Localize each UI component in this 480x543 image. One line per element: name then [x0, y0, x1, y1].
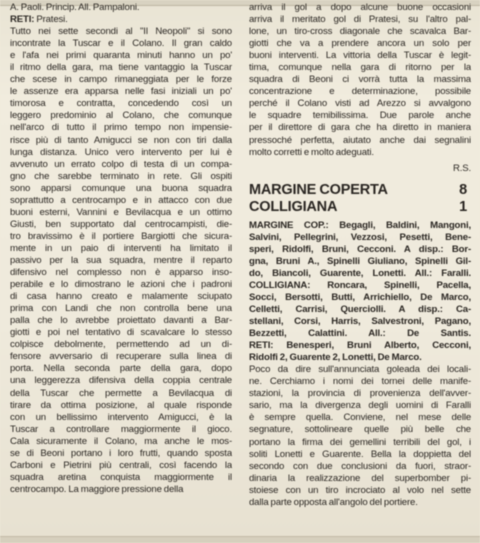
article-text-line: il ritmo della gara, ma tiene vantaggio la Tuscar: [10, 62, 232, 74]
article-text-line: perché il Colano visti ad Arezzo si avvalgono: [249, 98, 471, 110]
lineup-players: gna, Bruni A., Spinelli Giuliano, Spinelli Gil-: [249, 255, 471, 267]
article-text-line: passivo per la sua squadra, mentre il reparto: [10, 254, 232, 266]
article-text-line: segnature, sottolineare quelle più belle che: [249, 424, 471, 436]
article-text-line: stazioni, la provincia di provenienza dell'avver-: [249, 388, 471, 400]
lineup-line: [249, 340, 471, 352]
lineup-players: Celletti, Carrisi, Querciolli. A disp.: Ca-: [249, 303, 471, 315]
article-text-line: sono apparsi comunque una buona squadra: [10, 182, 232, 194]
lineup-players: stellani, Corsi, Harris, Salvestroni, Pagano,: [249, 316, 471, 328]
article-text-line: Cala sicuramente il Colano, ma anche le mos-: [10, 435, 232, 447]
article-text-line: timorosa e contratta, concedendo così un: [10, 98, 232, 110]
article-text-line: prima con Landi che non controlla bene una: [10, 303, 232, 315]
lineup-players: Benesperi, Bruni Alberto, Cecconi,: [273, 340, 471, 352]
article-text-line: difensivo nel complesso non è apparso inso-: [10, 267, 232, 279]
article-text-line: squadra di Beoni ci vorrà tutta la massima: [249, 74, 471, 86]
article-text-line: Poco da dire sull'annunciata goleada dei locali-: [249, 364, 471, 376]
lineup-players: do, Biancoli, Guarente, Lonetti. All.: Faralli.: [249, 267, 471, 279]
right-closing-body: [249, 364, 471, 509]
article-text-line: palla che lo avrebbe proiettato davanti a Bar-: [10, 315, 232, 327]
article-text-line: che scese in campo rimaneggiata per le forze: [10, 74, 232, 86]
article-text-line: gno che sarebbe terminato in rete. Gli ospiti: [10, 170, 232, 182]
article-text-line: nell'arco di tutto il primo tempo non impensie-: [10, 122, 232, 134]
article-text-line: della Tuscar che permette a Bevilacqua di: [10, 387, 232, 399]
article-text-line: Tutto nei sette secondi al "Il Neopoli" si sono: [10, 26, 232, 38]
right-intro-body: [249, 2, 471, 159]
article-text-line: lone, un tiro-cross diagonale che scavalca Bar-: [249, 26, 471, 38]
lineup-players: Roncara, Spinelli, Pacella,: [310, 279, 471, 291]
lineup-line: [249, 220, 471, 232]
article-text-line: squadra aretina conquista maggiormente il: [10, 471, 232, 483]
lineup-players: Begagli, Baldini, Mangoni,: [328, 219, 471, 231]
article-text-line: con un bellissimo intervento Amigucci, è la: [10, 411, 232, 423]
right-column-article: [249, 2, 471, 509]
article-text-line: centrocampo. La maggiore pressione della: [10, 483, 184, 495]
lineup-line: [249, 304, 471, 316]
lineup-players: speri, Ridolfi, Bruni, Cecconi. A disp.: Bor-: [249, 243, 471, 255]
lineup-players: Salvini, Pellegrini, Vezzosi, Pesetti, Bene-: [249, 231, 471, 243]
article-text-line: risce più di tanto Amigucci se non con tiri dalla: [10, 134, 232, 146]
article-text-line: colpisce debolmente, permettendo ad un di-: [10, 339, 232, 351]
article-text-line: soliti Lonetti e Guarente. Bella la doppietta del: [249, 448, 471, 460]
cropped-bottom-edge: [0, 536, 480, 543]
lineup-line: [249, 244, 471, 256]
lineup-players: Ridolfi 2, Guarente 2, Lonetti, De Marco.: [249, 352, 422, 364]
article-text-line: secondo con due conclusioni da fuori, straor-: [249, 460, 471, 472]
lineup-line: [249, 256, 471, 268]
article-text-line: e l'afa nei primi quaranta minuti hanno un po': [10, 50, 232, 62]
article-text-line: è sempre quella. Conviene, nel mese delle: [249, 412, 471, 424]
match-result-away: [249, 199, 471, 216]
away-team-name: COLLIGIANA: [249, 198, 338, 215]
lineup-line: [249, 352, 471, 364]
article-text-line: sario, ma la divergenza degli uomini di Faralli: [249, 400, 471, 412]
lineup-team-label: RETI:: [249, 340, 274, 352]
lineup-line: [249, 280, 471, 292]
home-team-name: MARGINE COPERTA: [249, 181, 388, 198]
article-text-line: le squadre temibilissima. Due parole anche: [249, 110, 471, 122]
article-text-line: giotti e poi nel tentativo di scavalcare lo stesso: [10, 327, 232, 339]
article-text-line: buoni interventi. La vittoria della Tuscar è legit-: [249, 50, 471, 62]
article-text-line: ne. Cerchiamo i nomi dei tornei delle manife-: [249, 376, 471, 388]
article-text-line: una leggerezza difensiva della coppia centrale: [10, 375, 232, 387]
article-text-line: tirare da ottima posizione, al quale risponde: [10, 399, 232, 411]
article-text-line: porta. Nella seconda parte della gara, dopo: [10, 363, 232, 375]
match-lineups: [249, 220, 471, 365]
lineup-players: Socci, Bersotti, Butti, Arrichiello, De Marco,: [249, 291, 471, 303]
left-header-line: A. Paoli. Princip. All. Pampaloni.: [10, 2, 140, 13]
article-text-line: le assenze era apparsa nelle fasi iniziali un po': [10, 86, 232, 98]
article-text-line: molto corretti e molto adeguati.: [249, 146, 374, 158]
lineup-team-label: MARGINE COP.:: [249, 219, 329, 231]
article-text-line: incontrate la Tuscar e il Colano. Il gran caldo: [10, 38, 232, 50]
article-text-line: Tuscar a controllare maggiormente il gioco.: [10, 423, 232, 435]
left-column-article: [10, 2, 232, 496]
article-text-line: leggero predominio al Colano, che comunque: [10, 110, 232, 122]
article-text-line: portano la firma dei gemellini terribili del gol, i: [249, 436, 471, 448]
lineup-team-label: COLLIGIANA:: [249, 279, 311, 291]
article-text-line: tima, comunque nella gara di ritorno per la: [249, 62, 471, 74]
match-result-home: [249, 182, 471, 199]
article-text-line: stoiese con un tiro incrociato al volo nel sette: [249, 484, 471, 496]
article-text-line: perabile e lo dimostrano le azioni che i padroni: [10, 279, 232, 291]
article-text-line: lunga distanza. Unico vero intervento per lui è: [10, 146, 232, 158]
lineup-players: Bezzetti, Calattini. All.: De Santis.: [249, 328, 471, 340]
left-reti-line: [10, 14, 232, 26]
article-text-line: arriva il gol a dopo alcune buone occasioni: [249, 2, 471, 13]
author-signature: R.S.: [452, 162, 471, 174]
reti-value: Pratesi.: [36, 14, 68, 26]
article-text-line: buoni esterni, Vannini e Bevilacqua e un ottimo: [10, 206, 232, 218]
article-text-line: soprattutto a centrocampo e in attacco con due: [10, 194, 232, 206]
article-text-line: se di Beoni portano i loro frutti, quando sposta: [10, 447, 232, 459]
article-text-line: avvenuto un errato colpo di testa di un compa-: [10, 158, 232, 170]
article-text-line: di casa hanno creato e malamente sciupato: [10, 291, 232, 303]
lineup-line: [249, 268, 471, 280]
reti-label: RETI:: [10, 14, 35, 26]
article-text-line: dinaria la realizzazione del superbomber pi-: [249, 472, 471, 484]
article-text-line: pressoché perfetta, aiutato anche dai segnalini: [249, 134, 471, 146]
lineup-line: [249, 316, 471, 328]
article-text-line: mente in un paio di interventi ha limitato il: [10, 242, 232, 254]
left-article-body: [10, 26, 232, 496]
article-text-line: per il direttore di gara che ha diretto in maniera: [249, 122, 471, 134]
away-team-score: 1: [459, 198, 467, 215]
article-text-line: concentrazione e determinazione, possibile: [249, 86, 471, 98]
lineup-line: [249, 232, 471, 244]
article-text-line: Carboni e Pietrini più centrali, così facendo la: [10, 459, 232, 471]
article-text-line: giotti che va a prendere ancora un solo per: [249, 38, 471, 50]
article-text-line: fensore avversario di recuperare sulla linea di: [10, 351, 232, 363]
home-team-score: 8: [459, 181, 467, 198]
article-text-line: dalla parte opposta all'angolo del portiere.: [249, 496, 418, 508]
article-text-line: tro bravissimo è il portiere Bargiotti che sicura-: [10, 230, 232, 242]
article-text-line: Giusti, ben supportato dal centrocampisti, die-: [10, 218, 232, 230]
lineup-line: [249, 328, 471, 340]
article-text-line: arriva il meritato gol di Pratesi, su l'altro pal-: [249, 14, 471, 26]
lineup-line: [249, 292, 471, 304]
